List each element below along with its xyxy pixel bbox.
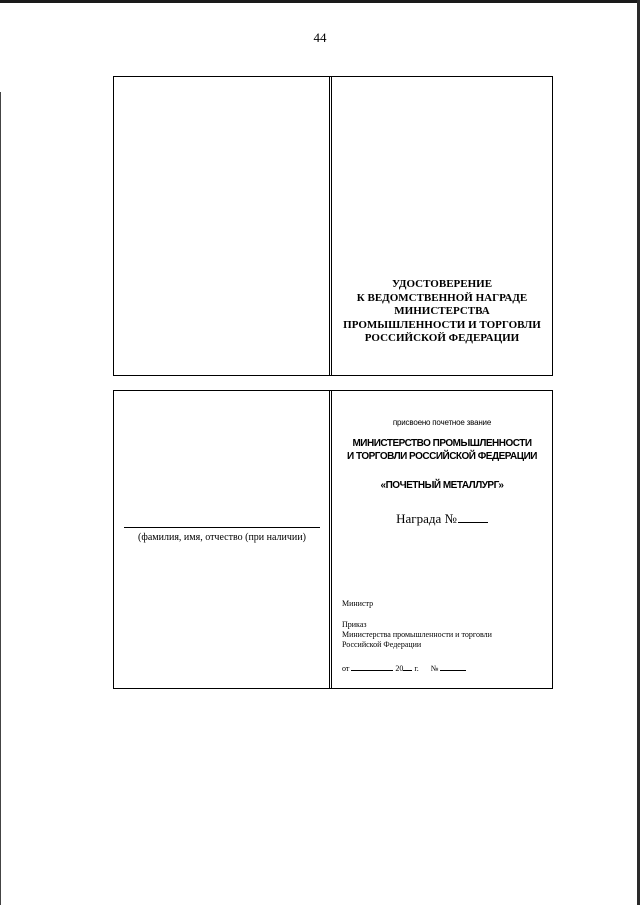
ministry-name-line: МИНИСТЕРСТВО ПРОМЫШЛЕННОСТИ (352, 438, 532, 449)
award-title: «ПОЧЕТНЫЙ МЕТАЛЛУРГ» (380, 480, 504, 491)
page-number: 44 (313, 30, 327, 45)
order-number-blank (440, 663, 466, 671)
certificate-inner (113, 390, 553, 689)
cover-title-line: ПРОМЫШЛЕННОСТИ И ТОРГОВЛИ (343, 318, 541, 331)
ministry-name-line: И ТОРГОВЛИ РОССИЙСКОЙ ФЕДЕРАЦИИ (347, 450, 537, 462)
ministry-name (332, 438, 552, 463)
name-caption: (фамилия, имя, отчество (при наличии) (138, 532, 306, 543)
order-line: Российской Федерации (342, 640, 422, 649)
award-number-label: Награда № (396, 511, 457, 526)
order-date-blank (351, 663, 393, 671)
certificate-cover (113, 76, 553, 376)
scan-edge-top (0, 0, 640, 3)
order-from-label: от (342, 664, 350, 673)
conferred-text: присвоено почетное звание (392, 418, 492, 427)
award-number-blank (458, 522, 488, 523)
order-line: Приказ (342, 620, 367, 629)
order-year-label: 20 (395, 664, 404, 673)
cover-title-line: К ВЕДОМСТВЕННОЙ НАГРАДЕ (356, 291, 528, 304)
order-reference (342, 620, 542, 650)
award-number (332, 511, 552, 527)
cover-title-line: УДОСТОВЕРЕНИЕ (391, 278, 493, 290)
order-year-suffix: г. (414, 664, 419, 673)
order-line: Министерства промышленности и торговли (342, 630, 492, 639)
minister-label: Министр (342, 599, 374, 608)
order-date (342, 663, 466, 674)
cover-title-line: РОССИЙСКОЙ ФЕДЕРАЦИИ (364, 332, 520, 344)
order-year-blank (403, 663, 412, 671)
name-signature-line (124, 527, 320, 528)
cover-title (332, 278, 552, 346)
order-number-label: № (430, 664, 439, 673)
scan-edge-left (0, 92, 1, 905)
cover-title-line: МИНИСТЕРСТВА (394, 305, 490, 317)
award-details (332, 391, 552, 688)
